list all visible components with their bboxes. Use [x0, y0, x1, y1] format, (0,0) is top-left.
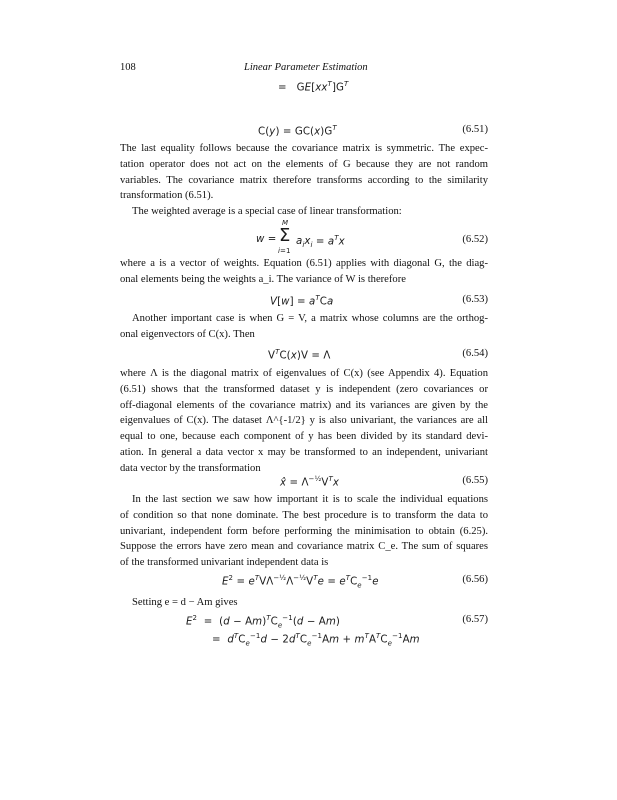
text-line: tation operator does not act on the elements of G because they are not random — [120, 158, 488, 170]
equation-6-57-line-1: $E^2 = (d - Am)^TC_e^{-1}(d - Am)$ — [186, 614, 340, 630]
paragraph-weighted-average — [120, 204, 488, 220]
equation-6-55: x̂ = $\Lambda^{-\frac{1}{2}}V^Tx$ — [280, 475, 339, 489]
equation-number: (6.57) — [462, 614, 488, 625]
text-line: Another important case is when G = V, a matrix whose columns are the orthog- — [132, 313, 488, 324]
paragraph-eigenvectors — [120, 311, 488, 343]
text-line: equal to one, because each component of y has been divided by its standard devi- — [120, 431, 488, 443]
equation-6-53: $V[w] = a^TCa$ — [270, 294, 334, 308]
equation-number: (6.56) — [462, 574, 488, 585]
equation-6-54: $V^TC(x)V = \Lambda$ — [268, 348, 331, 362]
text-line: where a is a vector of weights. Equation (6.51) applies with diagonal G, the diag- — [120, 258, 488, 269]
text-line: onal elements being the weights a_i. The variance of W is therefore — [120, 273, 406, 285]
text-line: off-diagonal elements of the covariance matrix) and its variances are given by the — [120, 399, 488, 411]
equation-number: (6.55) — [462, 475, 488, 486]
paragraph-eigenvalues — [120, 366, 488, 477]
text-line: In the last section we saw how important it is to scale the individual equations — [132, 494, 488, 505]
equation-6-57-line-2: = $d^TC_e^{-1}d - 2d^TC_e^{-1}Am + m^TA^TC_e^{-1}Am$ — [212, 632, 420, 648]
text-line: of the transformed univariant independent data is — [120, 557, 329, 569]
text-line: where Λ is the diagonal matrix of eigenvalues of C(x) (see Appendix 4). Equation — [120, 368, 488, 379]
equation-number: (6.52) — [462, 234, 488, 245]
equation-6-51: $C(y) = GC(x)G^T$ — [258, 124, 337, 138]
paragraph-setting — [120, 595, 488, 611]
page-number: 108 — [120, 62, 136, 73]
text-line: The weighted average is a special case of linear transformation: — [132, 206, 402, 217]
text-line: The last equality follows because the covariance matrix is symmetric. The expec- — [120, 143, 488, 154]
text-line: variables. The covariance matrix therefore transforms according to the similarity — [120, 174, 488, 186]
equation-number: (6.54) — [462, 348, 488, 359]
text-line: ation. In general a data vector x may be transformed to an independent, univariant — [120, 446, 488, 458]
running-title: Linear Parameter Estimation — [244, 62, 368, 73]
text-line: (6.51) shows that the transformed dataset y is independent (zero covariances or — [120, 383, 488, 395]
text-line: transformation (6.51). — [120, 190, 214, 202]
text-line: onal eigenvectors of C(x). Then — [120, 328, 255, 340]
document-page: 108 Linear Parameter Estimation = $GE[xx^T]G^T$ $C(y) = GC(x)G^T$ (6.51) The last equality follows because the covariance matrix is symmetric. The expec- tation operator does not act on the elements of G because they are not random variables. The covariance matrix therefore transforms according to the similarity transformation (6.51). The weighted average is a special case of linear transformation: w = M Σ i=1 $a_ix_i = a^Tx$ (6.52) where a is a vector of weights. Equation (6.51) applies with diagonal G, the diag- onal elements being the weights a_i. The variance of W is therefore $V[w] = a^TCa$ (6.53) Another important case is when G = V, a matrix whose columns are the orthog- onal eigenvectors of C(x). Then $V^TC(x)V = \Lambda$ (6.54) where Λ is the diagonal matrix of eigenvalues of C(x) (see Appendix 4). Equation (6.51) shows that the transformed dataset y is independent (zero covariances or off-diagonal elements of the covariance matrix) and its variances are given by the eigenvalues of C(x). The dataset Λ^{-1/2} y is also univariant, the variances are all equal to one, because each component of y has been divided by its standard devi- ation. In general a data vector x may be transformed to an independent, univariant data vector by the transformation x̂ = $\Lambda^{-\frac{1}{2}}V^Tx$ (6.55) In the last section we saw how important it is to scale the individual equations of condition so that none dominate. The best procedure is to transform the data to univariant, independent form before performing the minimisation to obtain (6.25). Suppose the errors have zero mean and covariance matrix C_e. The sum of squares of the transformed univariant independent data is $E^2 = e^TV\Lambda^{-\frac{1}{2}}\Lambda^{-\frac{1}{2}}V^Te = e^TC_e^{-1}e$ (6.56) Setting e = d − Am gives $E^2 = (d - Am)^TC_e^{-1}(d - Am)$ (6.57) = $d^TC_e^{-1}d - 2d^TC_e^{-1}Am + m^TA^TC_e^{-1}Am$ — [120, 62, 488, 648]
text-line: univariant, independent form before performing the minimisation to obtain (6.25). — [120, 525, 488, 537]
text-line: data vector by the transformation — [120, 462, 261, 474]
text-line: Setting e = d − Am gives — [132, 597, 238, 608]
text-line: of condition so that none dominate. The best procedure is to transform the data to — [120, 509, 488, 521]
paragraph-covariance-symmetric — [120, 141, 488, 204]
equation-number: (6.51) — [462, 124, 488, 135]
text-line: Suppose the errors have zero mean and covariance matrix C_e. The sum of squares — [120, 541, 488, 553]
text-line: eigenvalues of C(x). The dataset Λ^{-1/2} y is also univariant, the variances are all — [120, 415, 488, 427]
equation-top-line: = $GE[xx^T]G^T$ — [278, 80, 349, 94]
equation-6-56: $E^2 = e^TV\Lambda^{-\frac{1}{2}}\Lambda^{-\frac{1}{2}}V^Te = e^TC_e^{-1}e$ — [222, 574, 379, 590]
paragraph-weights — [120, 256, 488, 288]
equation-number: (6.53) — [462, 294, 488, 305]
paragraph-scaling — [120, 492, 488, 571]
